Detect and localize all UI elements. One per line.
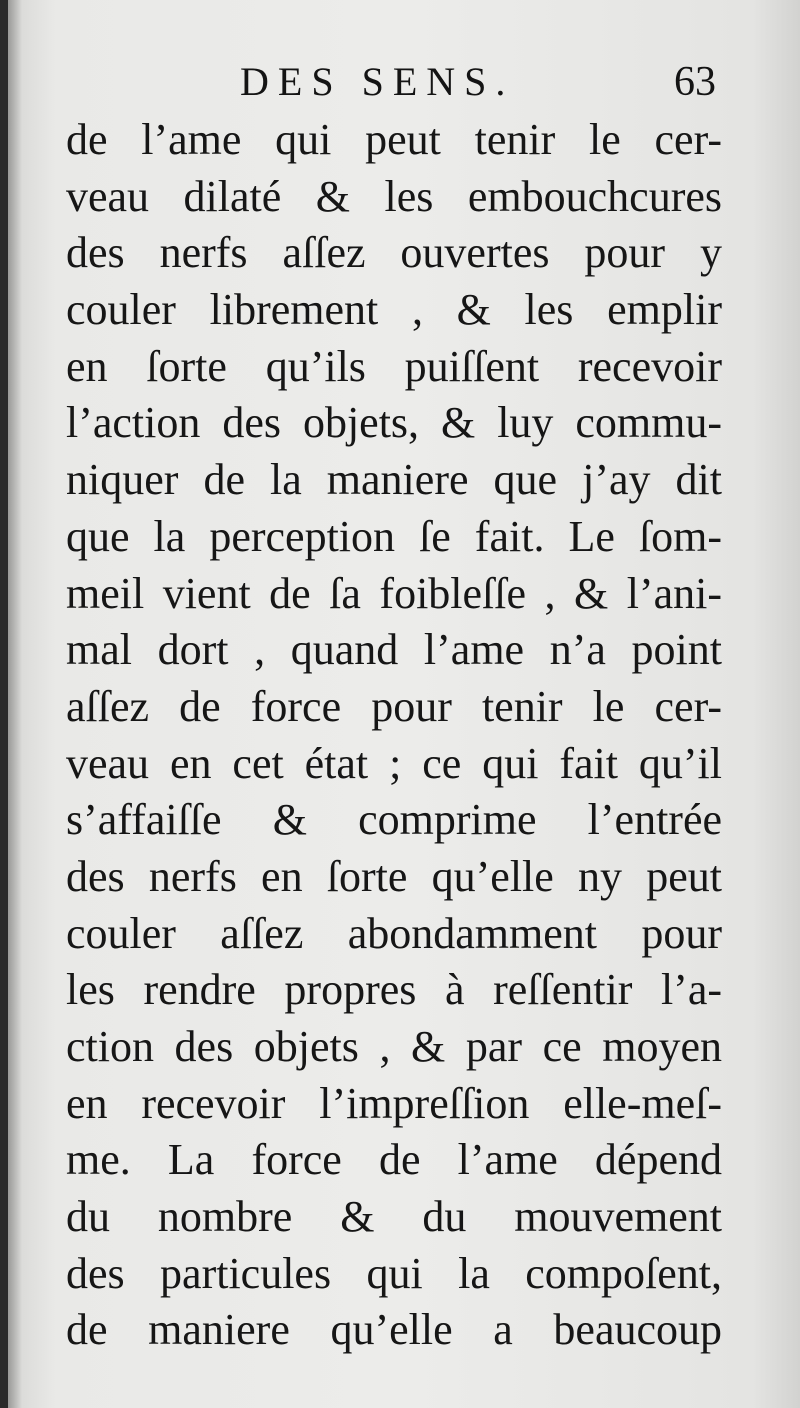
text-line: des nerfs aſſez ouvertes pour y [66,228,722,278]
running-head [8,58,800,118]
text-line: aſſez de force pour tenir le cer- [66,681,722,731]
text-line: que la perception ſe fait. Le ſom- [66,511,722,561]
text-line: meil vient de ſa foibleſſe , & l’ani- [66,568,722,618]
text-line: couler librement , & les emplir [66,285,722,335]
text-line: en ſorte qu’ils puiſſent recevoir [66,341,722,391]
book-page [8,0,800,1408]
text-line: des particules qui la compoſent, [66,1248,722,1298]
text-line: s’affaiſſe & comprime l’entrée [66,795,722,845]
text-line: niquer de la maniere que j’ay dit [66,455,722,505]
text-line: couler aſſez abondamment pour [66,908,722,958]
text-line: des nerfs en ſorte qu’elle ny peut [66,851,722,901]
text-line: les rendre propres à reſſentir l’a- [66,965,722,1015]
text-line: ction des objets , & par ce moyen [66,1022,722,1071]
text-line: veau en cet état ; ce qui fait qu’il [66,738,722,788]
text-line: veau dilaté & les embouchcures [66,171,722,221]
text-line: du nombre & du mouvement [66,1192,722,1242]
running-head-title: DES SENS. [240,59,515,104]
text-line: l’action des objets, & luy commu- [66,398,722,448]
text-line: mal dort , quand l’ame n’a point [66,625,722,675]
page-number: 63 [674,59,716,105]
text-line: me. La force de l’ame dépend [66,1135,722,1185]
body-text [66,112,722,1359]
text-line: en recevoir l’impreſſion elle-meſ- [66,1078,722,1128]
page-gutter-shadow [8,0,22,1408]
text-line: de maniere qu’elle a beaucoup [66,1305,722,1355]
text-line: de l’ame qui peut tenir le cer- [66,115,722,164]
